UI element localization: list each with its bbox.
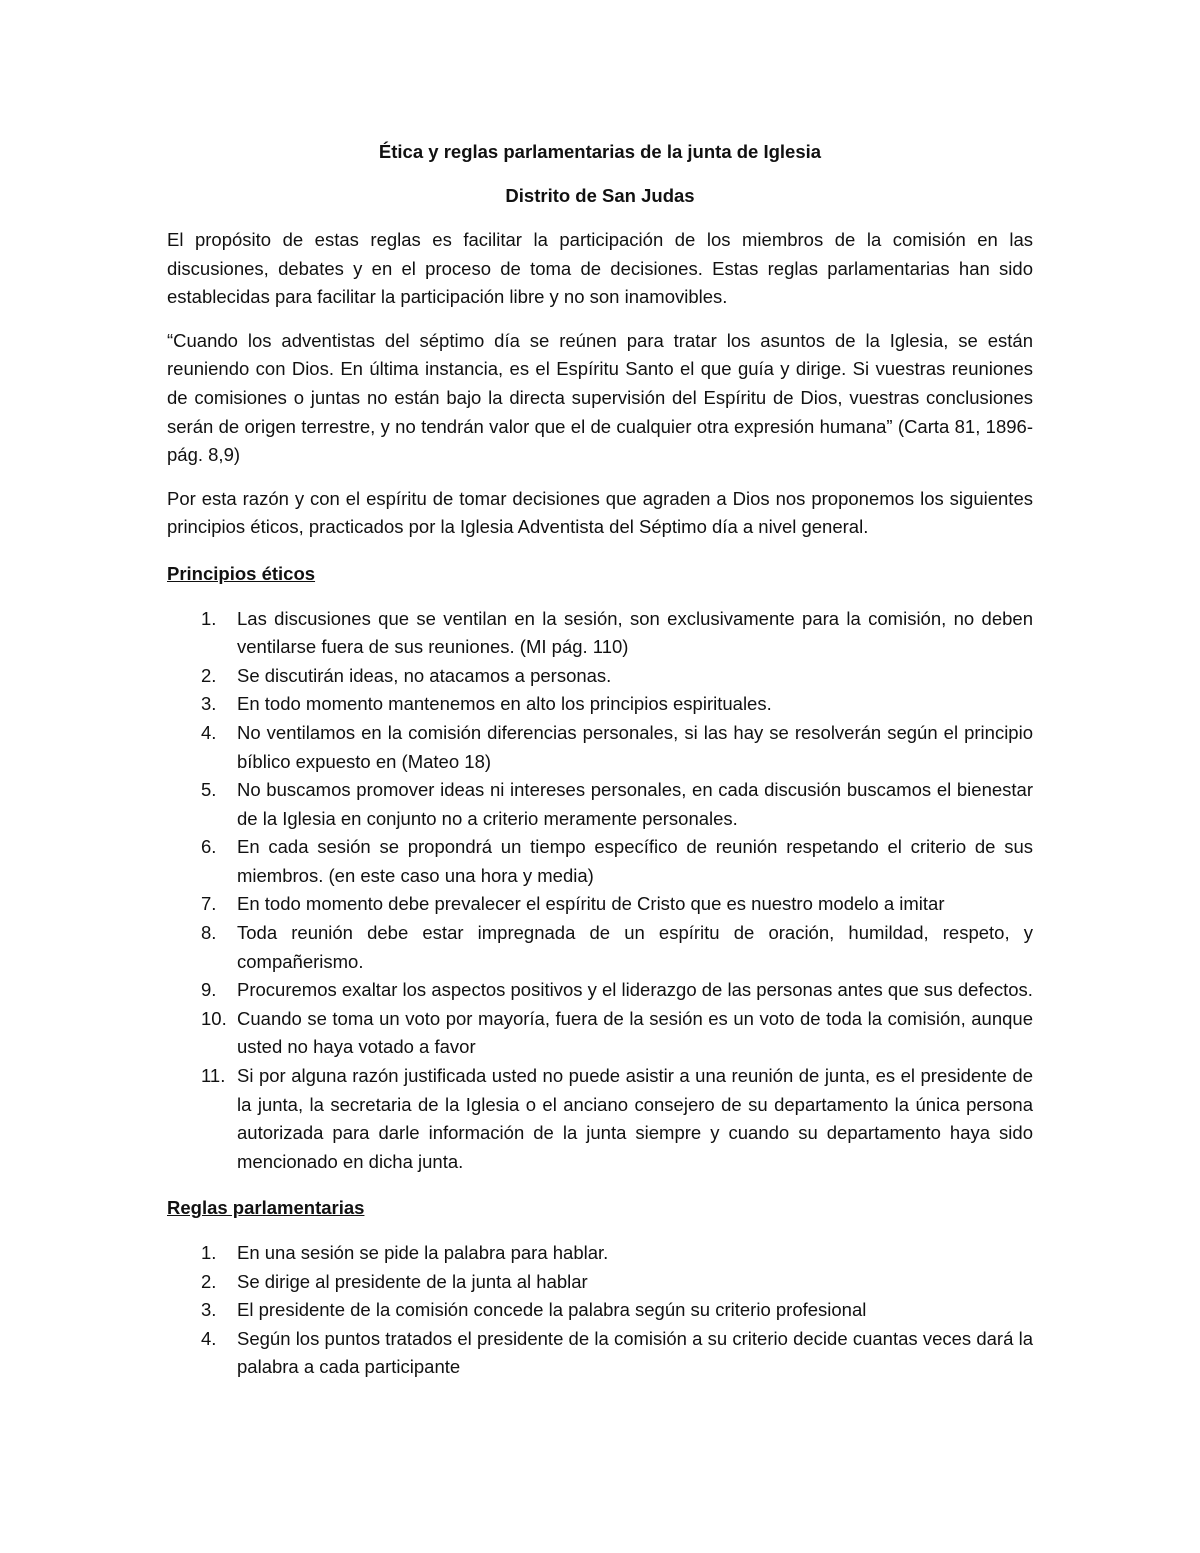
document-title: Ética y reglas parlamentarias de la junta de Iglesia [378,141,822,162]
list-item [167,719,1033,776]
list-item [167,662,1033,691]
list-item-text: No ventilamos en la comisión diferencias personales, si las hay se resolverán según el principio bíblico expuesto en (Mateo 18) [237,721,1033,772]
list-number: 1. [201,607,217,629]
quote-paragraph: “Cuando los adventistas del séptimo día se reúnen para tratar los asuntos de la Iglesia, se están reuniendo con Dios. En última instancia, es el Espíritu Santo el que guía y dirige. Si vuestras reuniones de comisiones o juntas no están bajo la directa supervisión del Espíritu de Dios, vuestras conclusiones serán de origen terrestre, y no tendrán valor que el de cualquier otra expresión humana” (Carta 81, 1896- pág. 8,9) [167,329,1033,466]
list-item [167,1296,1033,1325]
list-item-text: Toda reunión debe estar impregnada de un espíritu de oración, humildad, respeto, y compañerismo. [237,922,1033,972]
list-number: 8. [201,922,217,944]
list-item-text: En cada sesión se propondrá un tiempo específico de reunión respetando el criterio de sus miembros. (en este caso una hora y media) [237,836,1033,886]
principles-list [167,605,1033,1177]
document-subtitle: Distrito de San Judas [505,185,695,206]
list-item-text: No buscamos promover ideas ni intereses personales, en cada discusión buscamos el bienestar de la Iglesia en conjunto no a criterio meramente personales. [237,779,1033,829]
list-item [167,776,1033,833]
list-item-text: Cuando se toma un voto por mayoría, fuera de la sesión es un voto de toda la comisión, aunque usted no haya votado a favor [237,1007,1033,1058]
list-number: 3. [201,1299,217,1321]
list-item-text: Procuremos exaltar los aspectos positivos y el liderazgo de las personas antes que sus defectos. [237,979,1033,1001]
list-item-text: En todo momento mantenemos en alto los principios espirituales. [237,693,772,715]
list-item-text: Se dirige al presidente de la junta al hablar [237,1270,588,1292]
list-number: 6. [201,836,217,858]
list-item [167,1239,1033,1268]
list-item-text: Según los puntos tratados el presidente de la comisión a su criterio decide cuantas veces dará la palabra a cada participante [237,1327,1033,1378]
section-heading-principles: Principios éticos [167,562,316,584]
list-item [167,1062,1033,1176]
list-number: 4. [201,721,217,743]
list-item-text: El presidente de la comisión concede la palabra según su criterio profesional [237,1299,867,1321]
list-item [167,1005,1033,1062]
list-item [167,833,1033,890]
list-number: 11. [201,1065,226,1087]
list-number: 9. [201,979,217,1001]
list-number: 7. [201,893,217,915]
list-number: 3. [201,693,217,715]
list-number: 4. [201,1327,217,1349]
list-item-text: Se discutirán ideas, no atacamos a personas. [237,664,612,686]
list-item [167,976,1033,1005]
list-number: 2. [201,664,217,686]
document-page [167,138,1033,1396]
list-item [167,690,1033,719]
list-item [167,1325,1033,1382]
list-number: 2. [201,1270,217,1292]
list-item [167,919,1033,976]
purpose-paragraph: Por esta razón y con el espíritu de tomar decisiones que agraden a Dios nos proponemos los siguientes principios éticos, practicados por la Iglesia Adventista del Séptimo día a nivel general. [167,487,1033,538]
list-item [167,605,1033,662]
list-item-text: Las discusiones que se ventilan en la sesión, son exclusivamente para la comisión, no deben ventilarse fuera de sus reuniones. (MI pág. 110) [237,607,1033,658]
list-number: 10. [201,1007,227,1029]
list-item [167,1268,1033,1297]
list-item-text: En una sesión se pide la palabra para hablar. [237,1242,609,1263]
list-item-text: En todo momento debe prevalecer el espíritu de Cristo que es nuestro modelo a imitar [237,893,945,915]
intro-paragraph: El propósito de estas reglas es facilitar la participación de los miembros de la comisión en las discusiones, debates y en el proceso de toma de decisiones. Estas reglas parlamentarias han sido establecidas para facilitar la participación libre y no son inamovibles. [167,229,1033,308]
list-item-text: Si por alguna razón justificada usted no puede asistir a una reunión de junta, es el presidente de la junta, la secretaria de la Iglesia o el anciano consejero de su departamento la única persona autorizada para darle información de la junta siempre y cuando su departamento haya sido mencionado en dicha junta. [237,1065,1033,1172]
list-number: 5. [201,779,217,801]
list-item [167,890,1033,919]
section-heading-rules: Reglas parlamentarias [167,1197,365,1219]
rules-list [167,1239,1033,1382]
list-number: 1. [201,1242,217,1263]
